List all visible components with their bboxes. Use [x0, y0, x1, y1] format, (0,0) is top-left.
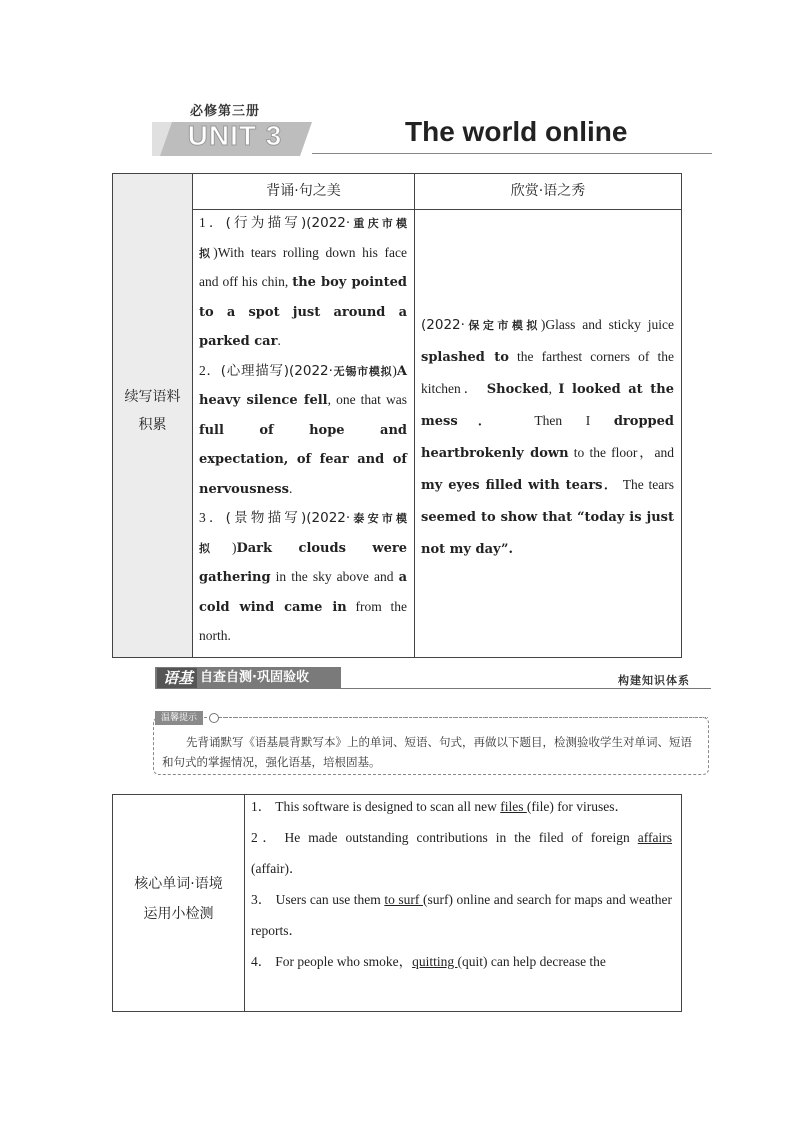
exercise-item-3 — [251, 884, 672, 946]
item-text: , one that was — [327, 392, 408, 407]
section-right-label: 构建知识体系 — [618, 674, 690, 687]
unit-title: The world online — [405, 116, 628, 147]
exercise-answer: files — [500, 799, 527, 814]
tip-label: 温馨提示 — [155, 711, 203, 725]
exercise-text: ． — [288, 861, 303, 876]
passage-highlight: my eyes filled with tears． — [421, 478, 619, 493]
item-text: . — [288, 480, 293, 496]
sentence-item-2 — [199, 357, 407, 505]
exercise-text: online and search for maps and weather reports． — [251, 892, 673, 938]
exercise-text: for viruses． — [553, 799, 629, 814]
exercise-hint: (file) — [526, 799, 554, 814]
exercise-answer: affairs — [637, 830, 672, 845]
passage-highlight: Shocked — [486, 382, 549, 397]
unit-number: UNIT 3 — [187, 120, 283, 151]
exercise-item-1 — [251, 791, 672, 822]
item-text: )With tears rolling down his face and off his chin, — [199, 244, 408, 289]
passage-source: 保定市模拟 — [464, 319, 541, 332]
item-number: 2． — [199, 362, 221, 378]
item-category: (行为描写)(2022· — [225, 215, 351, 231]
row-label-line: 运用小检测 — [143, 906, 214, 922]
exercise-number: 2． — [251, 830, 281, 845]
passage-text: Then I — [511, 413, 614, 428]
row-label-line: 续写语料 — [124, 389, 181, 405]
item-number: 3． — [199, 510, 226, 525]
exercise-item-2 — [251, 822, 672, 884]
exercise-number: 1． — [251, 799, 272, 814]
exercise-text: can help decrease the — [487, 954, 606, 969]
section-title: 自查自测·巩固验收 — [200, 670, 309, 685]
item-highlight: the boy pointed to a spot just around a parked car — [199, 275, 407, 349]
item-highlight: A heavy silence fell — [199, 363, 408, 408]
item-highlight: Dark clouds were gathering — [199, 540, 408, 585]
exercise-number: 3． — [251, 892, 272, 907]
table1-row-label — [112, 383, 193, 439]
recite-sentences — [199, 209, 407, 651]
header-rule — [312, 153, 712, 154]
passage-text: , — [548, 381, 559, 396]
table2-row-label — [112, 869, 245, 929]
exercise-answer: quitting — [412, 954, 458, 969]
passage-text: the farthest corners of the kitchen． — [421, 349, 674, 396]
tip-text: 先背诵默写《语基晨背默写本》上的单词、短语、句式，再做以下题目，检测验收学生对单词、短语和句式的掌握情况，强化语基，培根固基。 — [162, 735, 692, 769]
passage-category: (2022· — [421, 317, 465, 333]
tip-circle-icon — [209, 713, 219, 723]
exercise-answer: to surf — [384, 892, 423, 907]
passage-text: )Glass and sticky juice — [540, 317, 674, 332]
section-tag: 语基 — [162, 669, 193, 687]
column-header-recite: 背诵·句之美 — [192, 173, 415, 210]
book-volume-label: 必修第三册 — [190, 104, 261, 119]
row-label-line: 核心单词·语境 — [134, 876, 223, 892]
exercise-text: This software is designed to scan all new — [275, 799, 501, 814]
passage-text: The tears — [618, 477, 674, 492]
item-category: (景物描写)(2022· — [225, 510, 351, 526]
item-highlight: full of hope and expectation, of fear and of nervousness — [199, 422, 407, 497]
exercise-list — [251, 791, 672, 977]
appreciation-passage — [421, 309, 674, 565]
tip-dotted-rule — [218, 717, 708, 718]
exercise-text: Users can use them — [275, 892, 385, 907]
item-source: 重庆市模拟 — [199, 217, 408, 260]
item-number: 1． — [199, 215, 226, 230]
sentence-item-1 — [199, 209, 407, 357]
item-category: (心理描写)(2022· — [220, 362, 333, 379]
sentence-item-3 — [199, 504, 407, 651]
exercise-hint: (surf) — [422, 892, 453, 907]
item-source: 无锡市模拟 — [332, 364, 393, 378]
passage-highlight: dropped heartbrokenly down — [421, 414, 674, 461]
exercise-item-4 — [251, 946, 672, 977]
item-text: ) — [392, 362, 397, 378]
exercise-text: For people who smoke， — [275, 954, 413, 969]
item-highlight: a cold wind came in — [199, 570, 407, 615]
column-header-appreciate: 欣赏·语之秀 — [414, 173, 682, 210]
exercise-text: He made outstanding contributions in the filed of foreign — [284, 830, 638, 845]
exercise-hint: (affair) — [251, 861, 289, 876]
passage-highlight: seemed to show that “today is just not my day”. — [421, 510, 674, 557]
exercise-number: 4． — [251, 954, 272, 969]
item-text: in the sky above and — [270, 569, 399, 584]
passage-highlight: I looked at the mess． — [421, 382, 674, 429]
section-rule — [341, 688, 711, 689]
passage-text: to the floor，and — [568, 445, 674, 460]
passage-highlight: splashed to — [421, 350, 509, 365]
item-text: . — [277, 333, 281, 348]
item-text: from the north. — [199, 598, 407, 643]
exercise-hint: (quit) — [457, 954, 488, 969]
item-text: ) — [231, 539, 237, 555]
row-label-line: 积累 — [138, 417, 167, 433]
item-source: 泰安市模拟 — [199, 512, 408, 555]
